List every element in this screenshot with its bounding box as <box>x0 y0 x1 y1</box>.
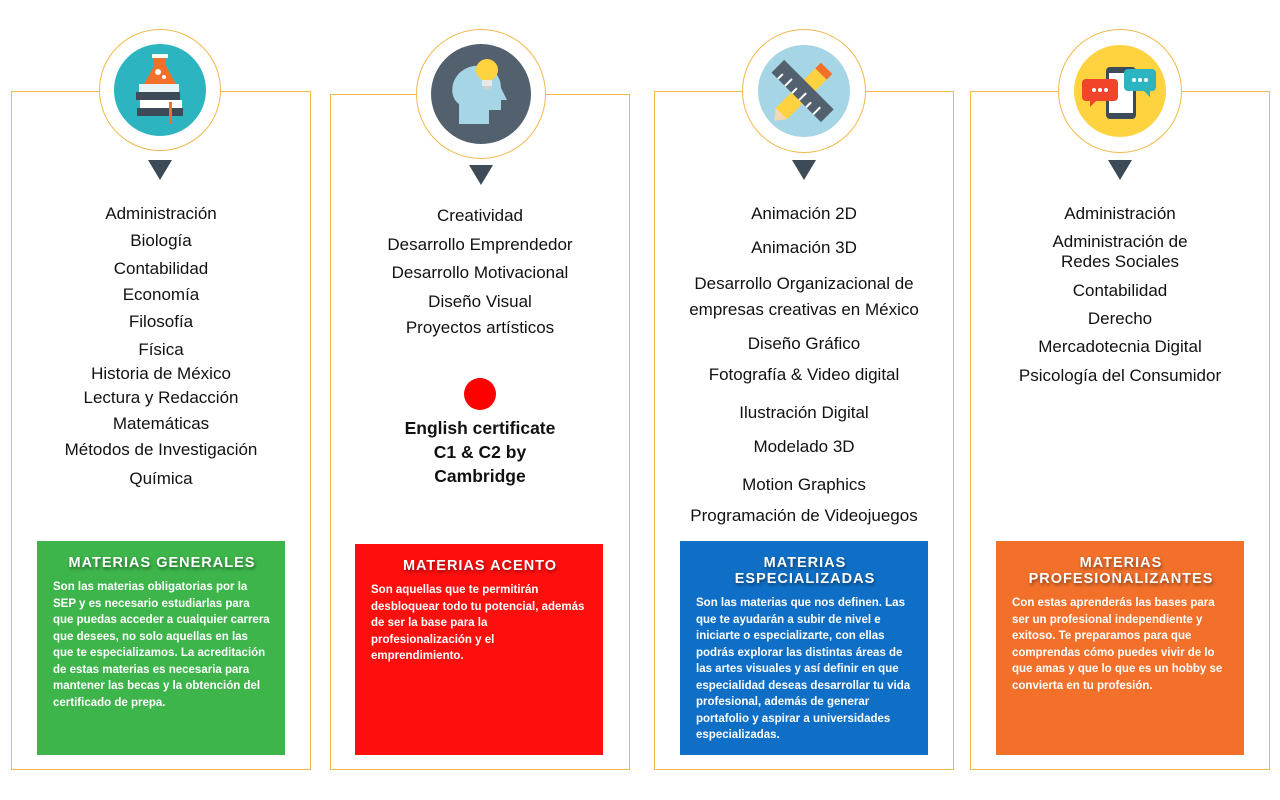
subject-item: Motion Graphics <box>742 475 866 494</box>
box-title: MATERIAS GENERALES <box>68 555 256 571</box>
down-arrow-icon <box>469 165 493 185</box>
box-text: Son aquellas que te permitirán desbloquear todo tu potencial, además de ser la base para la profesionalización y el emprendimiento. <box>371 584 585 662</box>
subject-item: Administración <box>1064 204 1176 223</box>
subject-item: Matemáticas <box>112 414 210 433</box>
subject-item: Lectura y Redacción <box>83 388 239 407</box>
chemistry-books-icon <box>114 44 206 136</box>
subject-item: Proyectos artísticos <box>405 318 555 337</box>
subject-item: Contabilidad <box>113 259 209 278</box>
box-text: Con estas aprenderás las bases para ser un profesional independiente y exitoso. Te preparamos para que comprendas cómo puedes vivir de lo que amas y que lo que es un hobby se convierta en tu profesión. <box>1012 597 1223 692</box>
subject-item: Programación de Videojuegos <box>690 506 918 525</box>
subject-item: Diseño Visual <box>428 292 532 311</box>
box-title: MATERIAS ESPECIALIZADAS <box>734 555 876 587</box>
subject-item: Animación 3D <box>751 238 857 257</box>
down-arrow-icon <box>1108 160 1132 180</box>
subject-list-especializadas <box>662 202 946 532</box>
box-text: Son las materias obligatorias por la SEP y es necesario estudiarlas para que puedas acceder a cualquier carrera que desees, no solo aquellas en las que te especializamos. La acreditación de estas materias es necesaria para mantener las becas y la obtención del certificado de prepa. <box>53 581 270 709</box>
smartphone-chat-icon <box>1074 45 1166 137</box>
subject-item: Filosofía <box>128 312 194 331</box>
subject-list-acento <box>338 204 622 344</box>
ruler-pencil-icon <box>758 45 850 137</box>
subject-item: Métodos de Investigación <box>64 440 258 459</box>
down-arrow-icon <box>792 160 816 180</box>
subject-list-generales <box>20 202 302 502</box>
english-certificate: English certificate C1 & C2 by Cambridge <box>404 418 556 486</box>
box-title: MATERIAS PROFESIONALIZANTES <box>1028 555 1214 587</box>
head-lightbulb-icon <box>431 44 531 144</box>
subject-item: empresas creativas en México <box>689 300 919 319</box>
subject-item: Derecho <box>1087 309 1153 328</box>
subject-item: Diseño Gráfico <box>747 334 861 353</box>
subject-item: Desarrollo Emprendedor <box>387 235 573 254</box>
subject-item: Fotografía & Video digital <box>708 365 900 384</box>
subject-item: Química <box>129 469 193 488</box>
info-box-profesionalizantes <box>996 541 1244 755</box>
info-box-especializadas <box>680 541 928 755</box>
subject-item: Física <box>138 340 184 359</box>
subject-item: Desarrollo Organizacional de <box>694 274 914 293</box>
subject-item: Historia de México <box>91 364 231 383</box>
subject-item: Administración <box>105 204 217 223</box>
subject-item: Desarrollo Motivacional <box>391 263 569 282</box>
subject-list-profesionalizantes <box>978 202 1262 402</box>
subject-item: Ilustración Digital <box>739 403 869 422</box>
subject-item: Modelado 3D <box>753 437 855 456</box>
subject-item: Economía <box>122 285 200 304</box>
down-arrow-icon <box>148 160 172 180</box>
info-box-acento <box>355 544 603 755</box>
subject-item: Psicología del Consumidor <box>1018 366 1222 385</box>
subject-item: Animación 2D <box>751 204 857 223</box>
info-box-generales <box>37 541 285 755</box>
box-title: MATERIAS ACENTO <box>402 558 558 574</box>
subject-item: Biología <box>130 231 192 250</box>
subject-item: Redes Sociales <box>1060 252 1180 271</box>
subject-item: Administración de <box>1052 232 1188 251</box>
subject-item: Contabilidad <box>1072 281 1168 300</box>
box-text: Son las materias que nos definen. Las que te ayudarán a subir de nivel e iniciarte o especializarte, con ellas podrás explorar las distintas áreas de las artes visuales y así definir en que especialidad deseas desarrollar tu vida profesional, además de generar portafolio y aspirar a universidades especializadas. <box>696 597 911 741</box>
subject-item: Creatividad <box>437 206 523 225</box>
subject-item: Mercadotecnia Digital <box>1038 337 1202 356</box>
red-dot-bullet <box>464 378 496 410</box>
